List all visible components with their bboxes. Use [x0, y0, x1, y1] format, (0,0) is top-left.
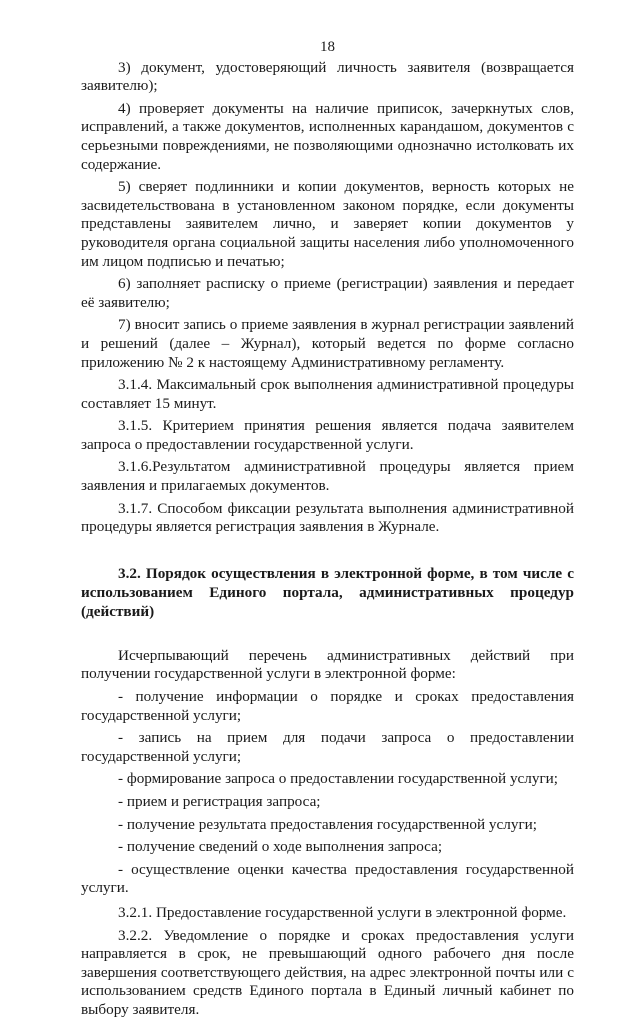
list-item: - получение сведений о ходе выполнения запроса; — [118, 838, 443, 856]
paragraph-3-2-1: 3.2.1. Предоставление государственной услуги в электронной форме. — [118, 903, 567, 921]
paragraph-3-1-6: 3.1.6.Результатом административной процедуры является прием заявления и прилагаемых документов. — [81, 458, 574, 495]
list-item: - запись на прием для подачи запроса о предоставлении государственной услуги; — [81, 729, 574, 765]
paragraph-item-7: 7) вносит запись о приеме заявления в журнал регистрации заявлений и решений (далее – Журнал), который ведется по форме согласно приложению № 2 к настоящему Административному регламенту. — [81, 316, 574, 371]
list-item: - формирование запроса о предоставлении государственной услуги; — [118, 770, 559, 788]
paragraph-3-1-5: 3.1.5. Критерием принятия решения является подача заявителем запроса о предоставлении государственной услуги. — [81, 417, 574, 453]
paragraph-3-1-4: 3.1.4. Максимальный срок выполнения административной процедуры составляет 15 минут. — [81, 376, 574, 412]
paragraph-3-2-2: 3.2.2. Уведомление о порядке и сроках предоставления услуги направляется в срок, не превышающий одного рабочего дня после завершения соответствующего действия, на адрес электронной почты или с использованием средств Единого портала в Единый личный кабинет по выбору заявителя. — [81, 926, 574, 1018]
paragraph-item-5: 5) сверяет подлинники и копии документов, верность которых не засвидетельствована в установленном законом порядке, если документы представлены заявителем лично, и заверяет копии документов у руководителя органа социальной защиты населения либо уполномоченного им лицом подписью и печатью; — [81, 178, 574, 270]
list-item: - осуществление оценки качества предоставления государственной услуги. — [81, 860, 574, 897]
paragraph-item-6: 6) заполняет расписку о приеме (регистрации) заявления и передает её заявителю; — [81, 275, 574, 311]
paragraph-3-1-7: 3.1.7. Способом фиксации результата выполнения административной процедуры является регистрация заявления в Журнале. — [81, 499, 574, 536]
list-item: - получение результата предоставления государственной услуги; — [118, 815, 538, 833]
list-item: - получение информации о порядке и сроках предоставления государственной услуги; — [81, 688, 574, 724]
list-item: - прием и регистрация запроса; — [118, 793, 321, 810]
page-number: 18 — [320, 39, 335, 55]
paragraph-item-4: 4) проверяет документы на наличие приписок, зачеркнутых слов, исправлений, а также документов, исполненных карандашом, документов с серьезными повреждениями, не позволяющими однозначно истолковать их содержание. — [81, 99, 574, 173]
list-intro: Исчерпывающий перечень административных действий при получении государственной услуги в электронной форме: — [81, 646, 574, 683]
section-heading: 3.2. Порядок осуществления в электронной форме, в том числе с использованием Единого портала, административных процедур (действий) — [81, 564, 574, 620]
paragraph-item-3: 3) документ, удостоверяющий личность заявителя (возвращается заявителю); — [81, 58, 574, 95]
